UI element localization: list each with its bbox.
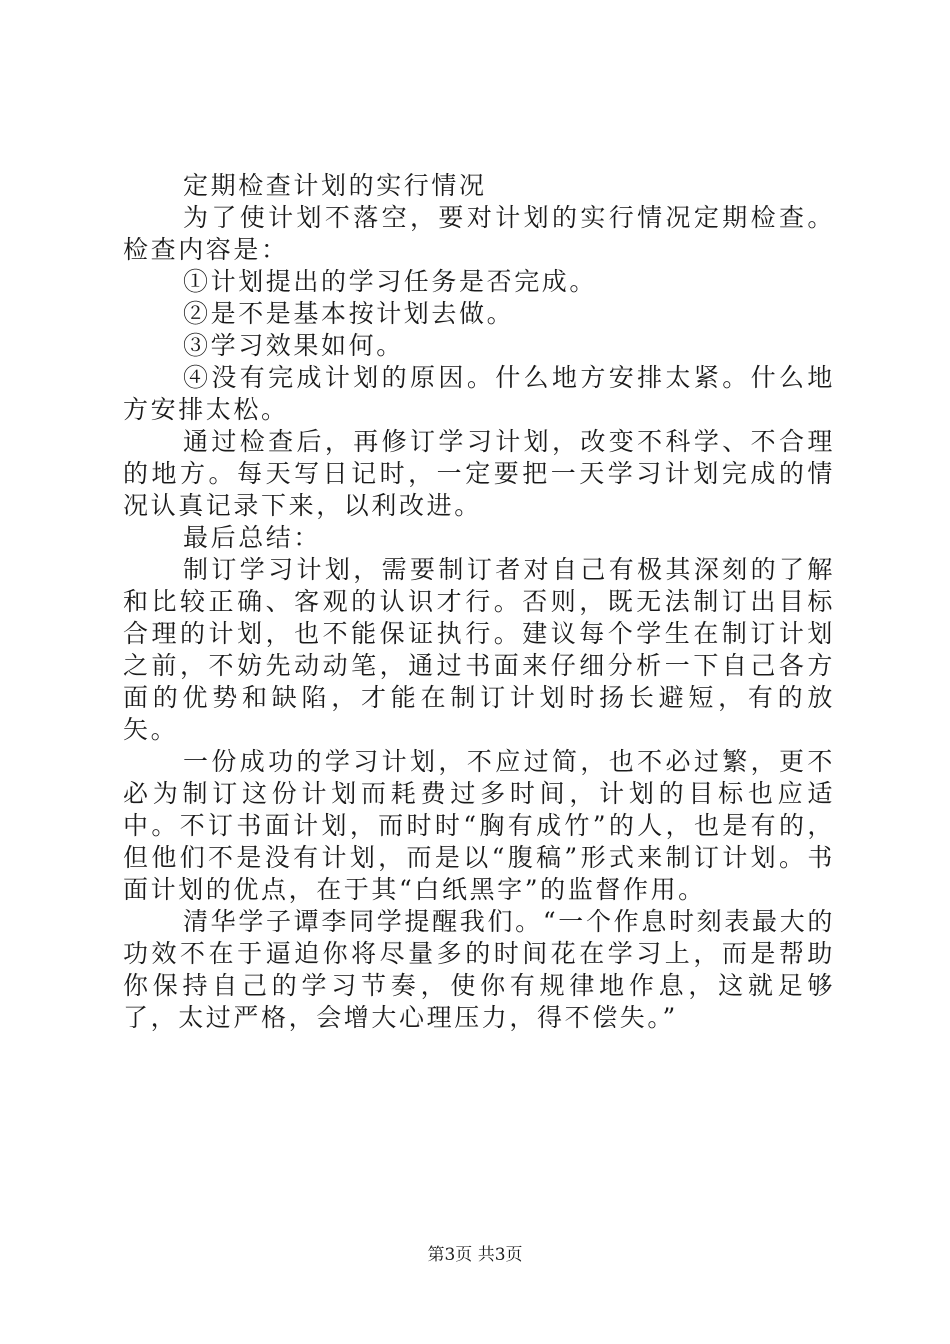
list-item-4: ④没有完成计划的原因。什么地方安排太紧。什么地方安排太松。 bbox=[123, 363, 835, 424]
paragraph-summary-2: 一份成功的学习计划，不应过简，也不必过繁，更不必为制订这份计划而耗费过多时间，计划的目标也应适中。不订书面计划，而时时“胸有成竹”的人，也是有的，但他们不是没有计划，而是以“腹稿”形式来制订计划。书面计划的优点，在于其“白纸黑字”的监督作用。 bbox=[123, 747, 835, 904]
paragraph-quote: 清华学子谭李同学提醒我们。“一个作息时刻表最大的功效不在于逼迫你将尽量多的时间花在学习上，而是帮助你保持自己的学习节奏，使你有规律地作息，这就足够了，太过严格，会增大心理压力，得不偿失。” bbox=[123, 907, 835, 1032]
list-item-1: ①计划提出的学习任务是否完成。 bbox=[183, 267, 598, 296]
section-heading: 定期检查计划的实行情况 bbox=[183, 171, 487, 200]
paragraph-intro: 为了使计划不落空，要对计划的实行情况定期检查。检查内容是： bbox=[123, 203, 835, 264]
list-item-3: ③学习效果如何。 bbox=[183, 331, 404, 360]
document-body bbox=[123, 170, 835, 1034]
list-item-2: ②是不是基本按计划去做。 bbox=[183, 299, 515, 328]
page-number: 第3页 共3页 bbox=[427, 1245, 523, 1265]
paragraph-revision: 通过检查后，再修订学习计划，改变不科学、不合理的地方。每天写日记时，一定要把一天学习计划完成的情况认真记录下来，以利改进。 bbox=[123, 427, 835, 520]
paragraph-summary-1: 制订学习计划，需要制订者对自己有极其深刻的了解和比较正确、客观的认识才行。否则，既无法制订出目标合理的计划，也不能保证执行。建议每个学生在制订计划之前，不妨先动动笔，通过书面来仔细分析一下自己各方面的优势和缺陷，才能在制订计划时扬长避短，有的放矢。 bbox=[123, 555, 835, 744]
summary-heading: 最后总结： bbox=[183, 523, 322, 552]
